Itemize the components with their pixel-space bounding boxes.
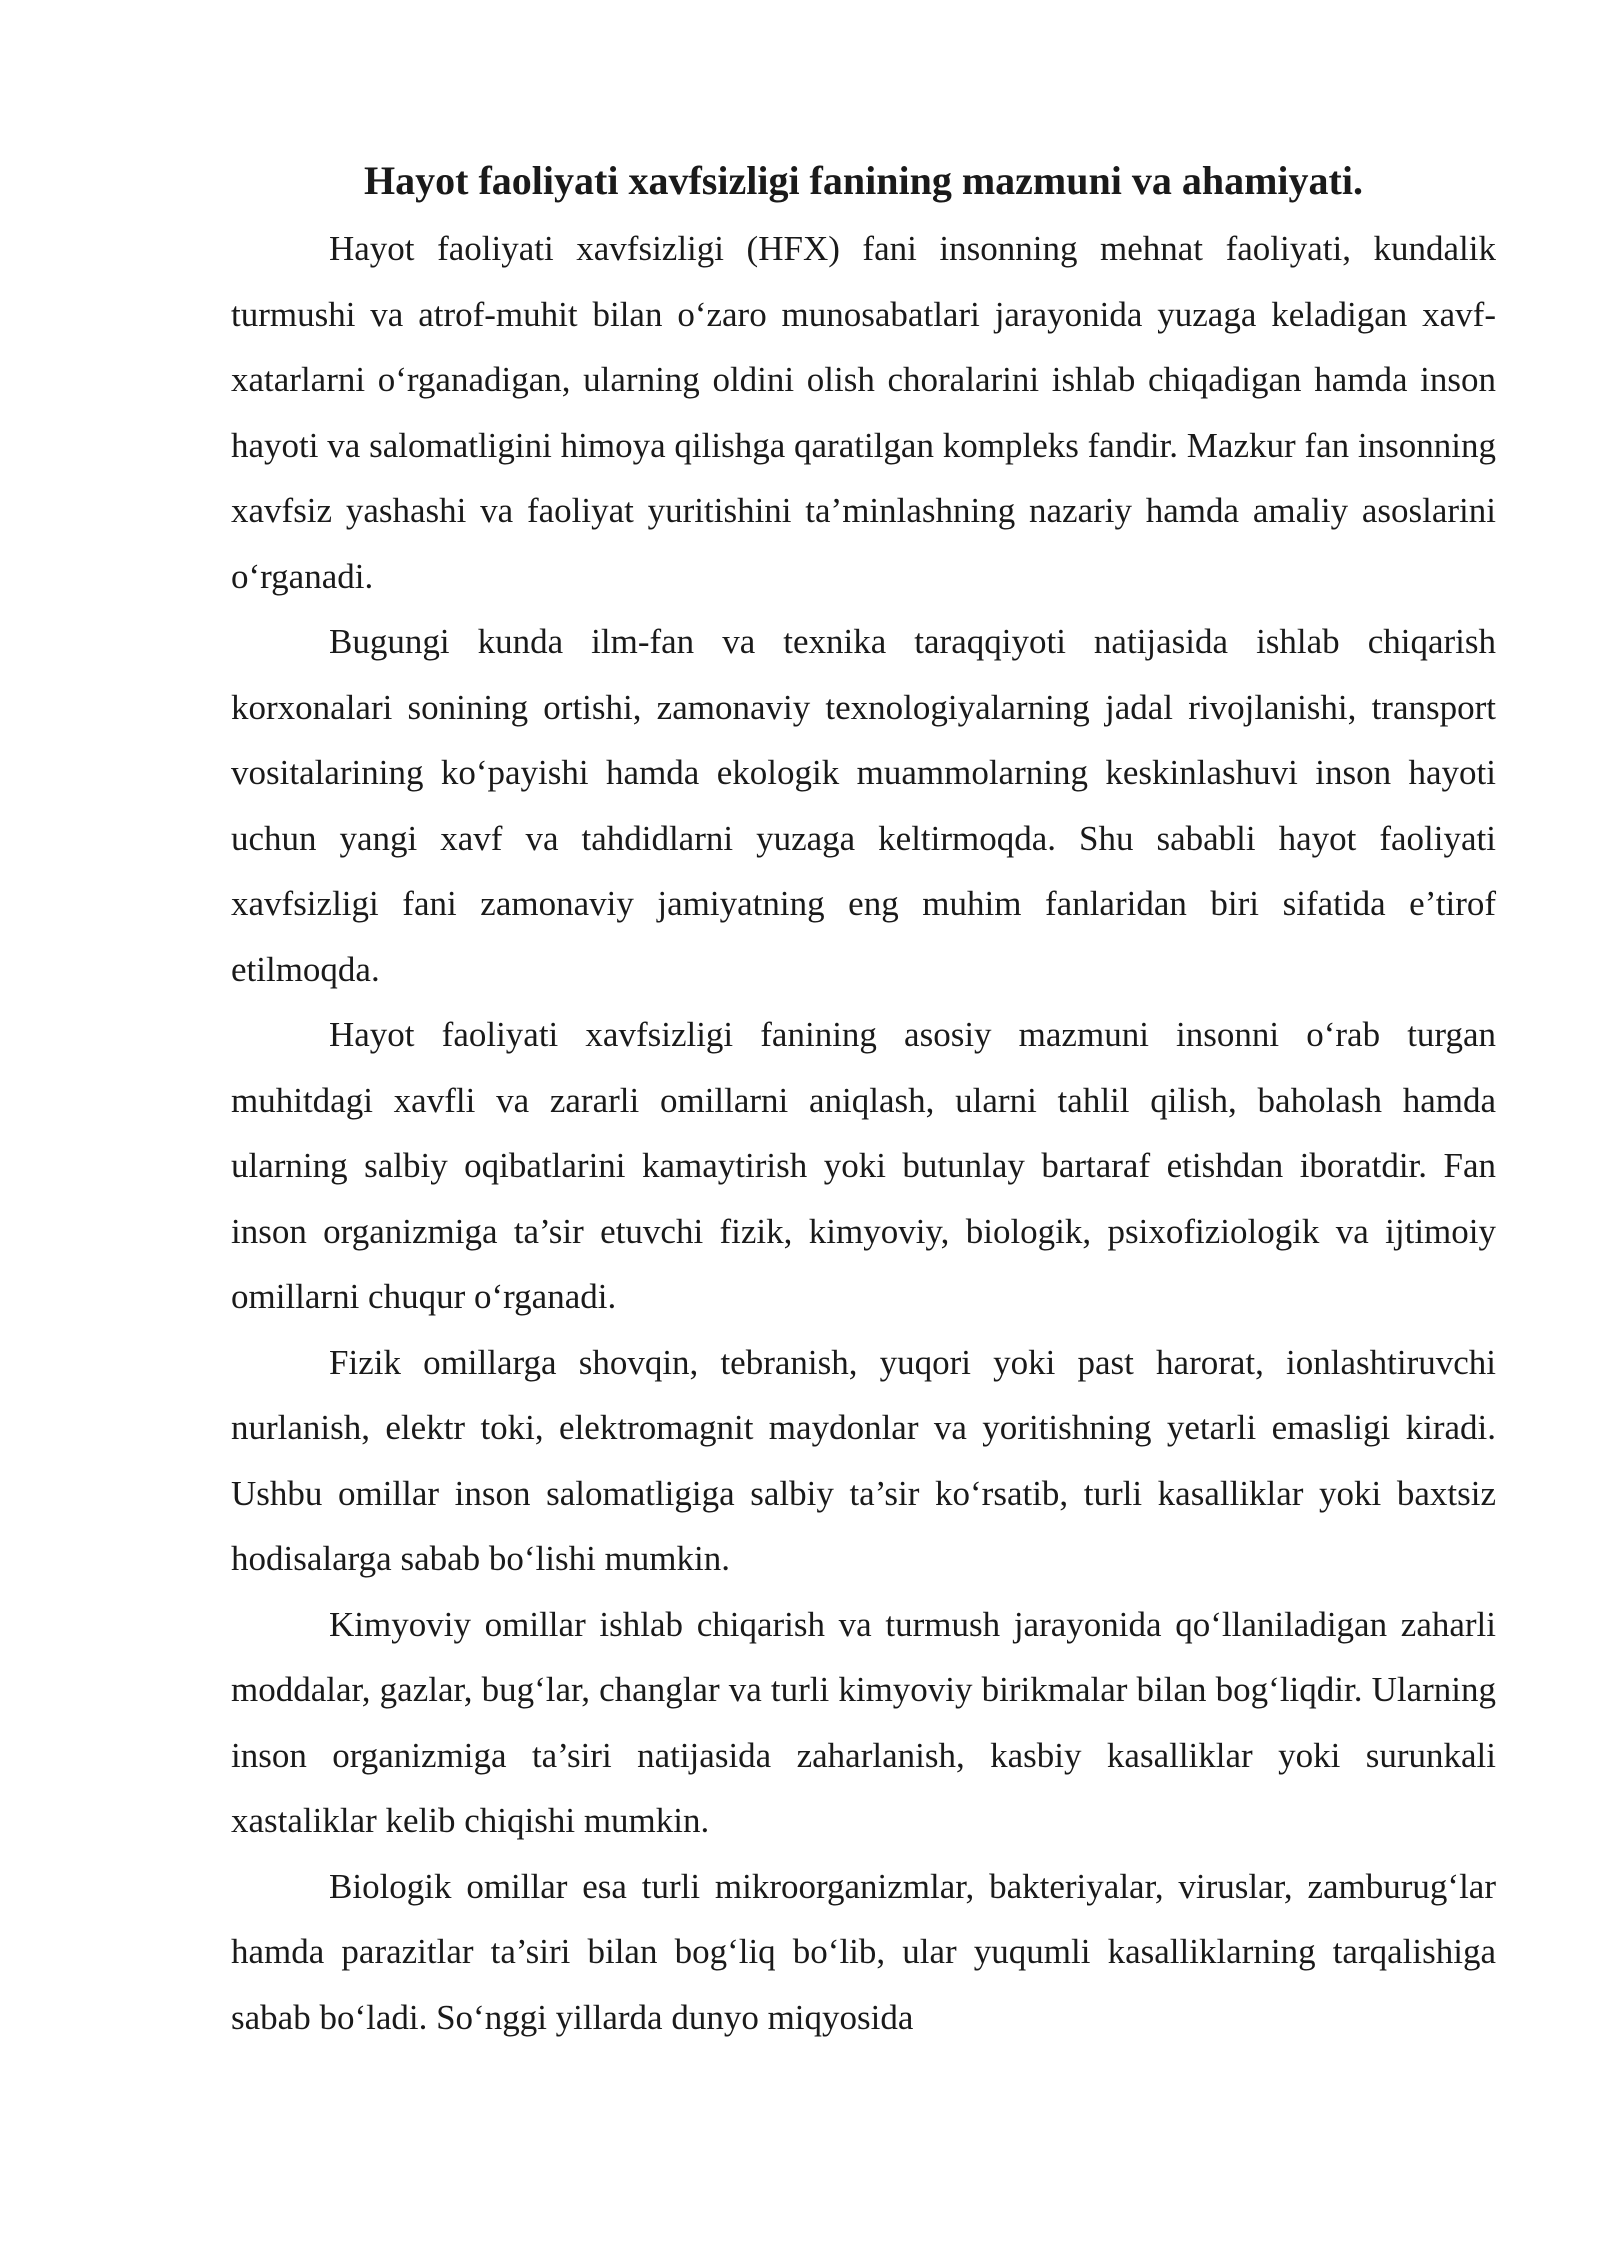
paragraph-chemical-factors: Kimyoviy omillar ishlab chiqarish va turmush jarayonida qo‘llaniladigan zaharli moddalar, gazlar, bug‘lar, changlar va turli kimyoviy birikmalar bilan bog‘liqdir. Ularning inson organizmiga ta’siri natijasida zaharlanish, kasbiy kasalliklar yoki surunkali xastaliklar kelib chiqishi mumkin. xyxy=(231,1604,1496,1840)
paragraph-biological-factors: Biologik omillar esa turli mikroorganizmlar, bakteriyalar, viruslar, zamburug‘lar hamda parazitlar ta’siri bilan bog‘liq bo‘lib, ular yuqumli kasalliklarning tarqalishiga sabab bo‘ladi. So‘nggi yillarda dunyo miqyosida xyxy=(231,1866,1496,2037)
document-title: Hayot faoliyati xavfsizligi fanining mazmuni va ahamiyati. xyxy=(364,158,1363,203)
paragraph-physical-factors: Fizik omillarga shovqin, tebranish, yuqori yoki past harorat, ionlashtiruvchi nurlanish, elektr toki, elektromagnit maydonlar va yoritishning yetarli emasligi kiradi. Ushbu omillar inson salomatligiga salbiy ta’sir ko‘rsatib, turli kasalliklar yoki baxtsiz hodisalarga sabab bo‘lishi mumkin. xyxy=(231,1342,1496,1578)
paragraph-hfx-definition: Hayot faoliyati xavfsizligi (HFX) fani insonning mehnat faoliyati, kundalik turmushi va atrof-muhit bilan o‘zaro munosabatlari jarayonida yuzaga keladigan xavf-xatarlarni o‘rganadigan, ularning oldini olish choralarini ishlab chiqadigan hamda inson hayoti va salomatligini himoya qilishga qaratilgan kompleks fandir. Mazkur fan insonning xavfsiz yashashi va faoliyat yuritishini ta’minlashning nazariy hamda amaliy asoslarini o‘rganadi. xyxy=(231,229,1496,596)
paragraph-modern-relevance: Bugungi kunda ilm-fan va texnika taraqqiyoti natijasida ishlab chiqarish korxonalari sonining ortishi, zamonaviy texnologiyalarning jadal rivojlanishi, transport vositalarining ko‘payishi hamda ekologik muammolarning keskinlashuvi inson hayoti uchun yangi xavf va tahdidlarni yuzaga keltirmoqda. Shu sababli hayot faoliyati xavfsizligi fani zamonaviy jamiyatning eng muhim fanlaridan biri sifatida e’tirof etilmoqda. xyxy=(231,622,1496,989)
document-body xyxy=(231,148,1496,2050)
paragraph-main-content: Hayot faoliyati xavfsizligi fanining asosiy mazmuni insonni o‘rab turgan muhitdagi xavfli va zararli omillarni aniqlash, ularni tahlil qilish, baholash hamda ularning salbiy oqibatlarini kamaytirish yoki butunlay bartaraf etishdan iboratdir. Fan inson organizmiga ta’sir etuvchi fizik, kimyoviy, biologik, psixofiziologik va ijtimoiy omillarni chuqur o‘rganadi. xyxy=(231,1015,1496,1316)
